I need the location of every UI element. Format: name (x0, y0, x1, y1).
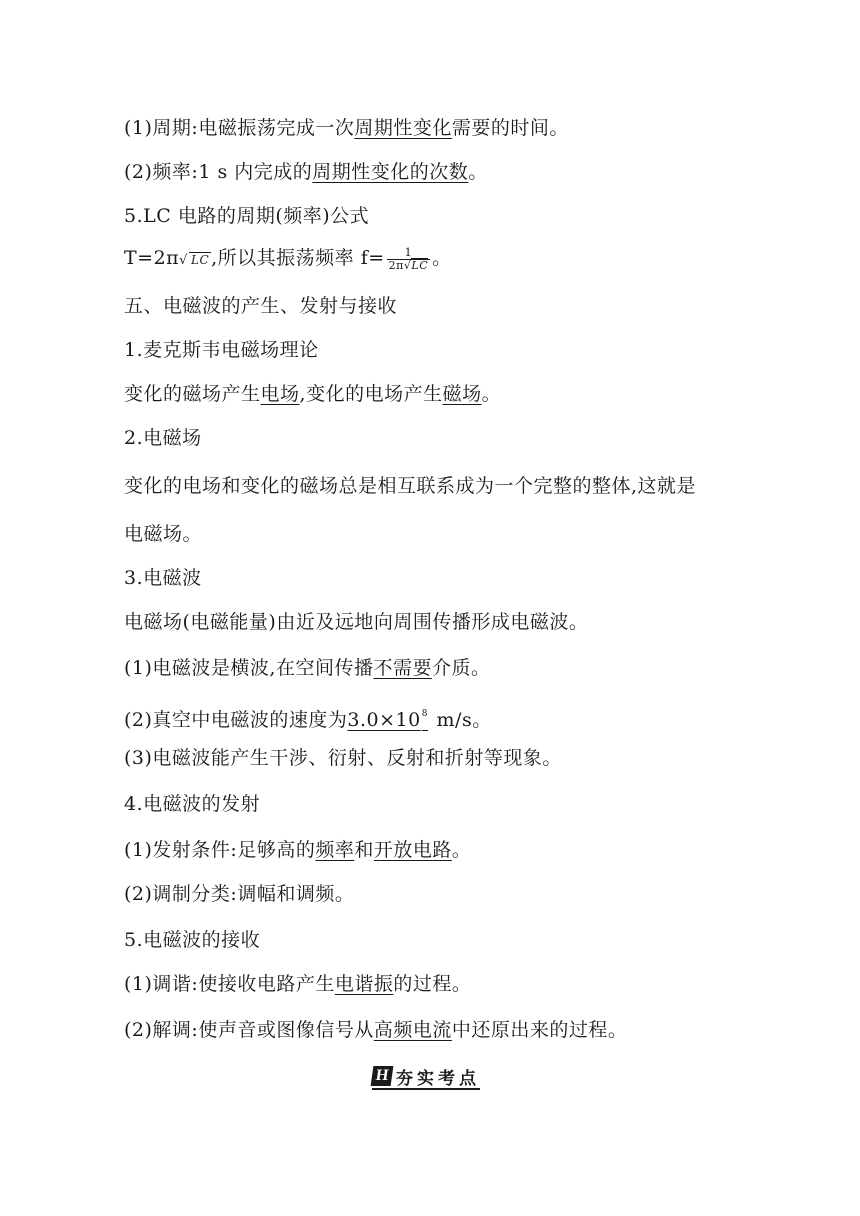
fraction (387, 247, 430, 272)
line-em-wave-def: 电磁场(电磁能量)由近及远地向周围传播形成电磁波。 (124, 611, 589, 633)
heading-reception: 5.电磁波的接收 (124, 929, 261, 951)
text: 变化的磁场产生 (124, 383, 261, 405)
text: 需要的时间。 (451, 117, 569, 139)
text: 。 (481, 383, 502, 405)
line-tuning (124, 972, 471, 996)
text: (2)频率:1 s 内完成的 (124, 161, 313, 183)
text: 。 (451, 839, 472, 861)
answer-underlined: 频率 (315, 839, 355, 861)
exponent: 8 (421, 709, 428, 719)
text: (1)周期:电磁振荡完成一次 (124, 117, 355, 139)
heading-maxwell: 1.麦克斯韦电磁场理论 (124, 339, 319, 361)
answer-underlined: 电谐振 (334, 973, 394, 995)
answer-underlined: 不需要 (373, 657, 432, 679)
line-em-field-def-cont: 电磁场。 (124, 523, 203, 545)
answer-underlined: 高频电流 (373, 1019, 452, 1041)
h-logo-icon: H (371, 1066, 394, 1086)
line-demodulation (124, 1018, 627, 1042)
section-badge (372, 1064, 480, 1090)
text: ,变化的电场产生 (299, 383, 443, 405)
text: ,所以其振荡频率 f= (211, 247, 385, 269)
line-period (124, 116, 569, 140)
den-part: 2π (388, 258, 404, 272)
answer-underlined (347, 709, 430, 731)
text: 。 (468, 161, 488, 183)
answer-underlined: 周期性变化的次数 (312, 161, 469, 183)
text: 。 (432, 247, 452, 269)
sqrt-content: LC (190, 253, 210, 267)
line-em-field-def: 变化的电场和变化的磁场总是相互联系成为一个完整的整体,这就是 (124, 475, 697, 497)
text: (2)解调:使声音或图像信号从 (124, 1019, 374, 1041)
line-phenomena: (3)电磁波能产生干涉、衍射、反射和折射等现象。 (124, 747, 562, 769)
answer-underlined: 周期性变化 (354, 117, 452, 139)
line-transverse (124, 656, 491, 680)
fraction-denominator: 2π√LC (388, 258, 429, 272)
text: m/s。 (429, 709, 492, 731)
text: (1)发射条件:足够高的 (124, 839, 316, 861)
answer-underlined: 电场 (260, 383, 300, 405)
section-heading-em-waves: 五、电磁波的产生、发射与接收 (124, 295, 398, 317)
fraction-numerator: 1 (387, 247, 430, 260)
text: (2)真空中电磁波的速度为 (124, 709, 348, 731)
line-modulation: (2)调制分类:调幅和调频。 (124, 883, 355, 905)
sqrt-sign: √ (179, 253, 188, 268)
line-speed (124, 702, 492, 732)
line-frequency (124, 160, 488, 184)
formula-period: T=2π (124, 247, 180, 269)
heading-lc-formula: 5.LC 电路的周期(频率)公式 (124, 205, 370, 227)
line-maxwell-theory (124, 382, 501, 406)
text: 中还原出来的过程。 (451, 1019, 628, 1041)
text: (1)调谐:使接收电路产生 (124, 973, 335, 995)
heading-emission: 4.电磁波的发射 (124, 793, 261, 815)
text: 介质。 (431, 657, 491, 679)
text: (1)电磁波是横波,在空间传播 (124, 657, 374, 679)
speed-value: 3.0×10 (347, 709, 421, 731)
text: 的过程。 (393, 973, 472, 995)
answer-underlined: 磁场 (442, 383, 482, 405)
badge-title: 夯实考点 (396, 1068, 480, 1089)
line-formula (124, 246, 452, 273)
line-emission-conditions (124, 838, 471, 862)
heading-em-field: 2.电磁场 (124, 427, 202, 449)
text: 和 (354, 839, 374, 861)
heading-em-wave: 3.电磁波 (124, 567, 202, 589)
answer-underlined: 开放电路 (373, 839, 452, 861)
den-sqrt: LC (411, 258, 429, 272)
